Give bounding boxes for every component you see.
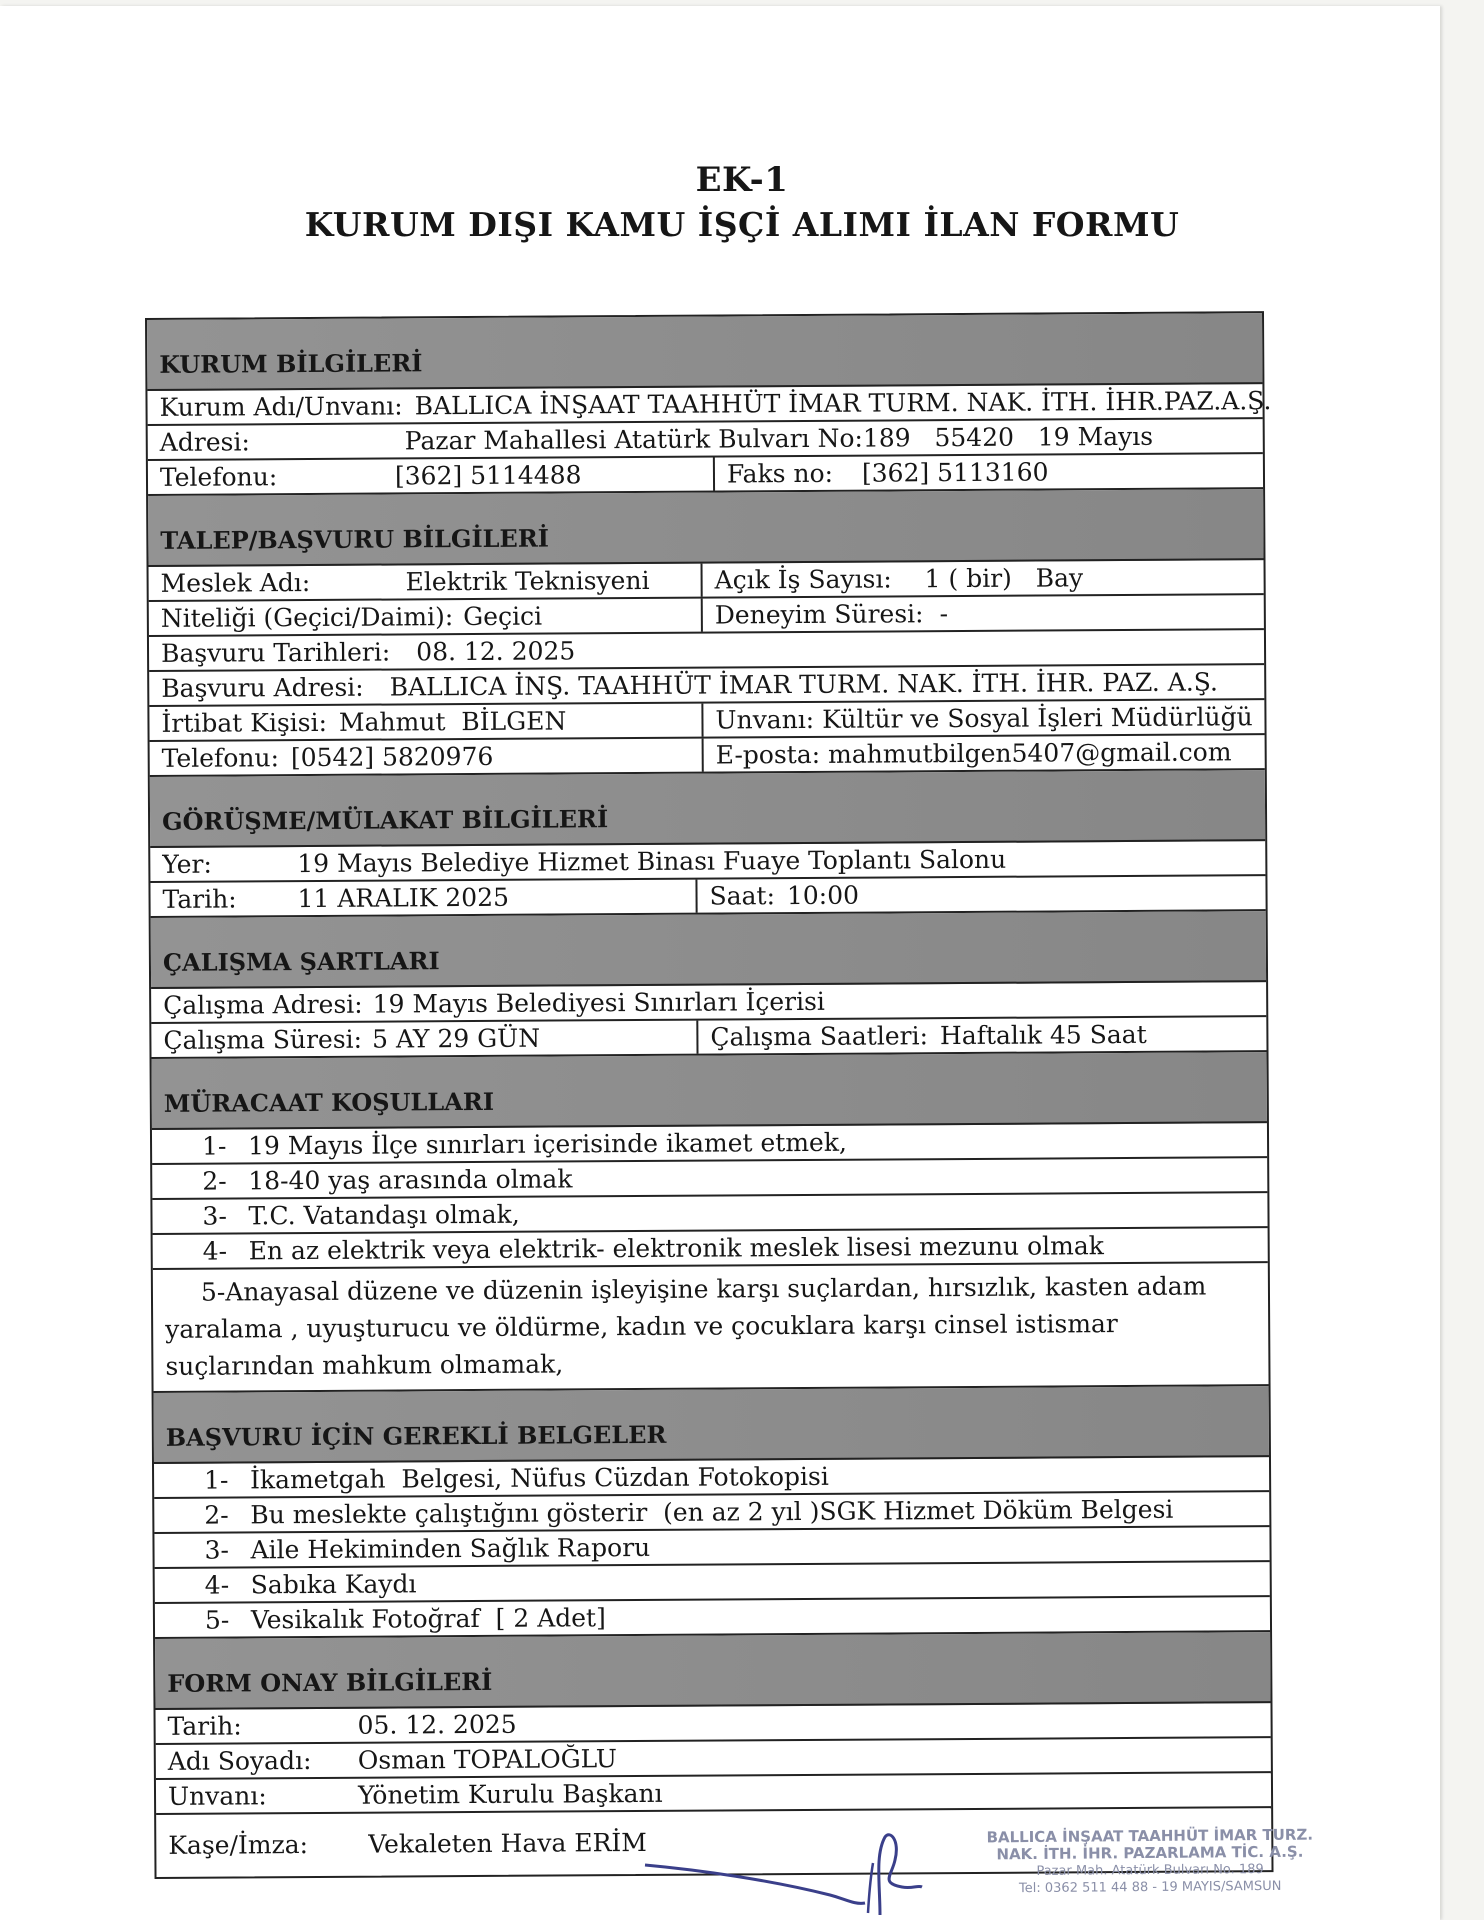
list-item-text: 18-40 yaş arasında olmak xyxy=(248,1164,573,1196)
stamp-line-4: Tel: 0362 511 44 88 - 19 MAYIS/SAMSUN xyxy=(1018,1878,1282,1897)
value-onay-unvan: Yönetim Kurulu Başkanı xyxy=(357,1778,663,1810)
section-talep-header: TALEP/BAŞVURU BİLGİLERİ xyxy=(148,489,1263,567)
list-item-number: 4- xyxy=(204,1570,230,1600)
value-eposta: mahmutbilgen5407@gmail.com xyxy=(828,737,1232,769)
value-kurum-faks: [362] 5113160 xyxy=(861,457,1049,488)
document-title: KURUM DIŞI KAMU İŞÇİ ALIMI İLAN FORMU xyxy=(304,205,1180,244)
announcement-form xyxy=(145,311,1274,1879)
value-kurum-adres: Pazar Mahallesi Atatürk Bulvarı No:189 55420 19 Mayıs xyxy=(404,421,1154,456)
label-meslek: Meslek Adı: xyxy=(160,567,311,598)
list-item-text: En az elektrik veya elektrik- elektronik meslek lisesi mezunu olmak xyxy=(248,1231,1104,1266)
list-item-text: Bu meslekte çalıştığını gösterir (en az 2 yıl )SGK Hizmet Döküm Belgesi xyxy=(250,1494,1174,1530)
stamp-line-3: Pazar Mah. Atatürk Bulvarı No. 189 xyxy=(1036,1862,1264,1879)
value-deneyim: - xyxy=(939,599,949,629)
stamp-line-1: BALLICA İNŞAAT TAAHHÜT İMAR TURZ. xyxy=(986,1825,1314,1847)
list-item-text: 5-Anayasal düzene ve düzenin işleyişine karşı suçlardan, hırsızlık, kasten adam yaralama , uyuşturucu ve öldürme, kadın ve çocuklara karşı cinsel istismar suçlarından mahkum olmamak, xyxy=(165,1271,1207,1381)
value-irtibat-unvan: Kültür ve Sosyal İşleri Müdürlüğü xyxy=(822,702,1253,734)
label-onay-ad: Adı Soyadı: xyxy=(167,1746,312,1776)
value-kurum-unvan: BALLICA İNŞAAT TAAHHÜT İMAR TURM. NAK. İTH. İHR.PAZ.A.Ş. xyxy=(414,386,1272,421)
list-item-text: İkametgah Belgesi, Nüfus Cüzdan Fotokopisi xyxy=(250,1461,829,1495)
value-onay-kase: Vekaleten Hava ERİM xyxy=(368,1827,647,1859)
value-calisma-saat: Haftalık 45 Saat xyxy=(939,1019,1147,1051)
signature-image xyxy=(640,1825,950,1920)
label-kurum-telefon: Telefonu: xyxy=(159,462,278,492)
list-item-number: 2- xyxy=(202,1166,227,1196)
value-calisma-sure: 5 AY 29 GÜN xyxy=(371,1023,541,1054)
value-onay-tarih: 05. 12. 2025 xyxy=(357,1709,517,1740)
label-calisma-adres: Çalışma Adresi: xyxy=(163,989,363,1020)
section-belgeler-header: BAŞVURU İÇİN GEREKLİ BELGELER xyxy=(154,1386,1269,1464)
value-kurum-telefon: [362] 5114488 xyxy=(394,460,582,491)
label-calisma-sure: Çalışma Süresi: xyxy=(163,1024,363,1055)
section-muracaat-header: MÜRACAAT KOŞULLARI xyxy=(152,1052,1267,1130)
label-irtibat: İrtibat Kişisi: xyxy=(161,707,328,738)
value-gorusme-yer: 19 Mayıs Belediye Hizmet Binası Fuaye Toplantı Salonu xyxy=(297,844,1007,879)
section-calisma-header: ÇALIŞMA ŞARTLARI xyxy=(151,911,1266,989)
company-stamp xyxy=(975,1826,1326,1897)
section-kurum-header: KURUM BİLGİLERİ xyxy=(147,313,1262,391)
value-nitelik: Geçici xyxy=(463,601,543,632)
value-acik-is: 1 ( bir) Bay xyxy=(924,563,1084,594)
list-item-number: 3- xyxy=(204,1535,229,1565)
list-item-text: Aile Hekiminden Sağlık Raporu xyxy=(250,1532,651,1565)
value-onay-ad: Osman TOPALOĞLU xyxy=(357,1744,618,1775)
list-item-text: Sabıka Kaydı xyxy=(250,1569,417,1600)
document-code: EK-1 xyxy=(695,160,789,200)
label-calisma-saat: Çalışma Saatleri: xyxy=(710,1021,929,1052)
label-acik-is: Açık İş Sayısı: xyxy=(714,564,892,595)
value-gorusme-saat: 10:00 xyxy=(786,880,860,911)
list-item-text: T.C. Vatandaşı olmak, xyxy=(248,1199,520,1231)
label-basvuru-adres: Başvuru Adresi: xyxy=(161,672,364,703)
label-kurum-faks: Faks no: xyxy=(726,458,834,489)
section-onay-header: FORM ONAY BİLGİLERİ xyxy=(155,1632,1270,1710)
label-onay-tarih: Tarih: xyxy=(167,1711,242,1741)
value-basvuru-adres: BALLICA İNŞ. TAAHHÜT İMAR TURM. NAK. İTH. İHR. PAZ. A.Ş. xyxy=(389,667,1219,702)
label-irtibat-telefon: Telefonu: xyxy=(161,743,280,773)
value-irtibat: Mahmut BİLGEN xyxy=(338,706,567,737)
label-onay-kase: Kaşe/İmza: xyxy=(168,1829,309,1860)
list-item-number: 3- xyxy=(202,1201,227,1231)
list-item-text: 19 Mayıs İlçe sınırları içerisinde ikamet etmek, xyxy=(247,1127,847,1161)
value-calisma-adres: 19 Mayıs Belediyesi Sınırları İçerisi xyxy=(372,986,825,1019)
label-gorusme-tarih: Tarih: xyxy=(162,884,237,914)
list-item-number: 2- xyxy=(204,1500,229,1530)
list-item-5-paragraph xyxy=(153,1263,1269,1393)
label-kurum-unvan: Kurum Adı/Unvanı: xyxy=(159,391,403,422)
value-gorusme-tarih: 11 ARALIK 2025 xyxy=(297,882,510,914)
label-nitelik: Niteliği (Geçici/Daimi): xyxy=(160,602,454,633)
label-deneyim: Deneyim Süresi: xyxy=(714,599,924,630)
value-basvuru-tarih: 08. 12. 2025 xyxy=(416,636,576,667)
list-item-number: 1- xyxy=(201,1131,227,1161)
label-gorusme-yer: Yer: xyxy=(162,849,212,879)
value-meslek: Elektrik Teknisyeni xyxy=(405,565,650,597)
label-kurum-adres: Adresi: xyxy=(159,427,250,457)
stamp-line-2: NAK. İTH. İHR. PAZARLAMA TİC. A.Ş. xyxy=(996,1842,1304,1864)
label-onay-unvan: Unvanı: xyxy=(167,1781,267,1811)
label-eposta: E-posta: xyxy=(715,739,821,770)
list-item-number: 4- xyxy=(202,1236,228,1266)
value-irtibat-telefon: [0542] 5820976 xyxy=(290,741,494,773)
list-item-number: 5- xyxy=(204,1605,230,1635)
label-irtibat-unvan: Unvanı: xyxy=(715,704,815,735)
section-gorusme-header: GÖRÜŞME/MÜLAKAT BİLGİLERİ xyxy=(150,770,1265,848)
label-gorusme-saat: Saat: xyxy=(709,881,776,911)
list-item-text: Vesikalık Fotoğraf [ 2 Adet] xyxy=(250,1603,606,1635)
list-item-number: 1- xyxy=(204,1465,229,1495)
label-basvuru-tarih: Başvuru Tarihleri: xyxy=(160,637,391,668)
